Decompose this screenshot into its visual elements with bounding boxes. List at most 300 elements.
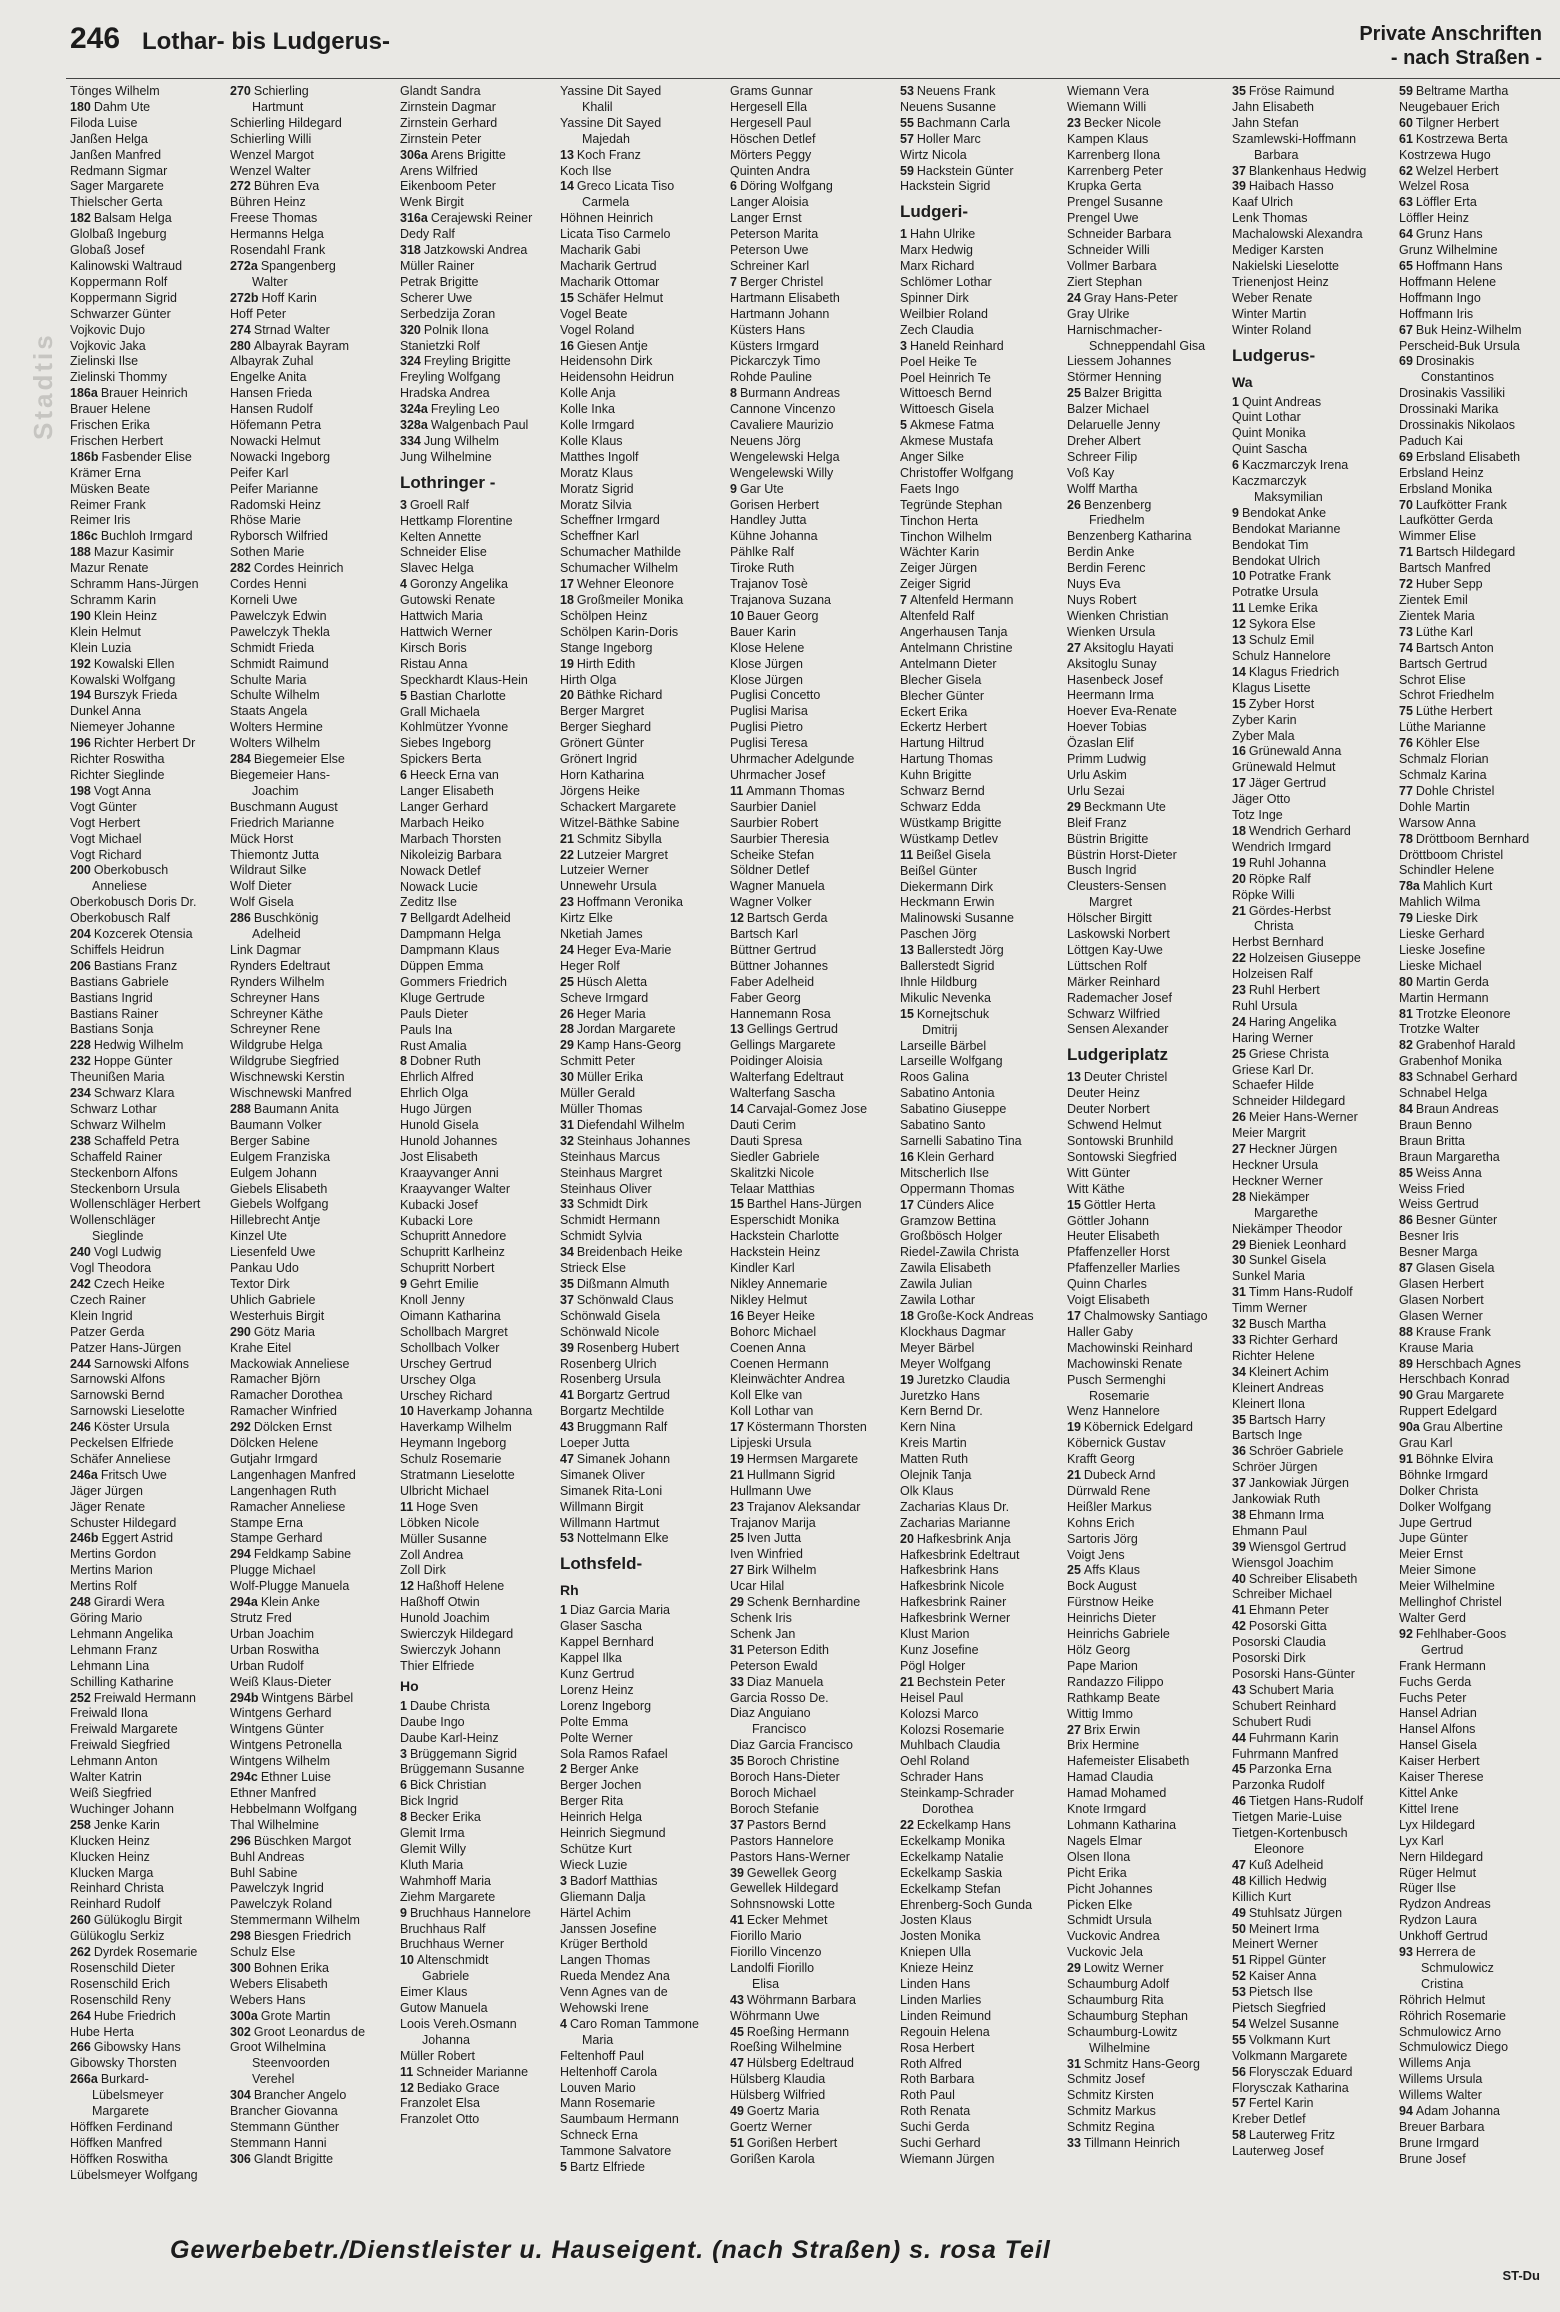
resident-name: Gorißen Herbert xyxy=(746,2135,838,2150)
resident-name: Schmitz Sibylla xyxy=(576,831,662,846)
house-number: 69 xyxy=(1399,449,1413,464)
directory-entry xyxy=(730,1229,890,1245)
resident-name: Oberkobusch Doris Dr. xyxy=(70,895,197,910)
directory-entry xyxy=(1399,768,1559,784)
directory-entry xyxy=(230,800,390,816)
directory-entry xyxy=(1232,1715,1392,1731)
house-number: 306 xyxy=(230,2151,251,2166)
directory-entry xyxy=(1399,2152,1559,2168)
directory-entry xyxy=(900,434,1060,450)
resident-name: Schneider Marianne xyxy=(416,2064,529,2079)
directory-entry xyxy=(400,1436,560,1452)
directory-entry xyxy=(900,1373,1060,1389)
house-number: 248 xyxy=(70,1595,91,1610)
resident-name: Radomski Heinz xyxy=(230,497,322,512)
resident-name: Hunold Joachim xyxy=(400,1611,490,1626)
directory-entry xyxy=(900,1182,1060,1198)
house-number: 244 xyxy=(70,1356,91,1371)
resident-name: Sarnowski Bernd xyxy=(70,1388,165,1403)
resident-name: Vogt Anna xyxy=(93,783,151,798)
house-number: 258 xyxy=(70,1817,91,1832)
directory-entry xyxy=(1067,482,1227,498)
directory-entry xyxy=(900,2057,1060,2073)
resident-name: Karrenberg Peter xyxy=(1067,163,1163,178)
directory-entry xyxy=(400,657,560,673)
directory-entry xyxy=(1067,1070,1227,1086)
directory-entry xyxy=(400,1214,560,1230)
house-number: 15 xyxy=(900,1006,914,1021)
directory-entry xyxy=(1399,450,1559,466)
directory-entry xyxy=(1067,1182,1227,1198)
directory-entry xyxy=(900,179,1060,195)
resident-name: Brune Irmgard xyxy=(1399,2135,1479,2150)
directory-entry xyxy=(1399,1516,1559,1532)
directory-entry xyxy=(1067,657,1227,673)
directory-entry xyxy=(1067,991,1227,1007)
directory-entry xyxy=(1067,1993,1227,2009)
resident-name: Zeiger Jürgen xyxy=(900,561,978,576)
house-number: 12 xyxy=(1232,617,1246,632)
directory-entry xyxy=(1399,1166,1559,1182)
resident-name: Gutowski Renate xyxy=(400,593,496,608)
house-number: 3 xyxy=(400,497,407,512)
resident-name: Adelheid xyxy=(252,927,301,942)
resident-name: Willems Walter xyxy=(1399,2088,1482,2103)
resident-name: Freiwald Siegfried xyxy=(70,1738,171,1753)
resident-name: Schreer Filip xyxy=(1067,449,1138,464)
resident-name: Biegemeier Else xyxy=(253,752,345,767)
directory-entry xyxy=(1067,339,1227,355)
resident-name: Heisel Paul xyxy=(900,1690,964,1705)
resident-name: Elisa xyxy=(752,1976,780,1991)
directory-entry xyxy=(730,943,890,959)
directory-entry xyxy=(70,498,230,514)
resident-name: Thier Elfriede xyxy=(400,1658,475,1673)
directory-entry xyxy=(70,1150,230,1166)
directory-entry xyxy=(900,816,1060,832)
resident-name: Brune Josef xyxy=(1399,2151,1466,2166)
directory-entry xyxy=(730,1182,890,1198)
house-number: 35 xyxy=(1232,1412,1246,1427)
directory-entry xyxy=(900,418,1060,434)
directory-entry xyxy=(730,1007,890,1023)
house-number: 8 xyxy=(400,1810,407,1825)
resident-name: Peterson Ewald xyxy=(730,1658,818,1673)
directory-entry xyxy=(230,386,390,402)
directory-entry xyxy=(230,84,390,100)
resident-name: Bastians Franz xyxy=(93,958,178,973)
resident-name: Reimer Frank xyxy=(70,497,146,512)
directory-entry xyxy=(900,1882,1060,1898)
resident-name: Weiß Klaus-Dieter xyxy=(230,1674,332,1689)
directory-entry xyxy=(230,2072,390,2088)
directory-entry xyxy=(230,784,390,800)
house-number: 22 xyxy=(900,1817,914,1832)
house-number: 13 xyxy=(1232,633,1246,648)
directory-entry xyxy=(400,100,560,116)
resident-name: Hoffmann Veronika xyxy=(576,895,683,910)
resident-name: Kindler Karl xyxy=(730,1261,795,1276)
resident-name: Haring Angelika xyxy=(1248,1014,1337,1029)
directory-entry xyxy=(560,227,720,243)
resident-name: Klein Helmut xyxy=(70,624,141,639)
directory-entry xyxy=(1067,1595,1227,1611)
directory-entry xyxy=(1067,736,1227,752)
directory-entry xyxy=(900,2120,1060,2136)
resident-name: Joachim xyxy=(252,783,299,798)
directory-entry xyxy=(900,768,1060,784)
resident-name: Staats Angela xyxy=(230,704,308,719)
resident-name: Krüger Berthold xyxy=(560,1937,648,1952)
directory-entry xyxy=(900,832,1060,848)
directory-entry xyxy=(1067,1563,1227,1579)
resident-name: Brix Hermine xyxy=(1067,1738,1140,1753)
directory-entry xyxy=(70,1452,230,1468)
directory-entry xyxy=(230,1897,390,1913)
house-number: 10 xyxy=(730,608,744,623)
directory-entry xyxy=(1067,498,1227,514)
resident-name: Bartsch Harry xyxy=(1248,1412,1326,1427)
directory-entry xyxy=(900,1420,1060,1436)
resident-name: Rosenschild Dieter xyxy=(70,1960,175,1975)
directory-entry xyxy=(1399,1675,1559,1691)
resident-name: Winter Martin xyxy=(1232,306,1307,321)
directory-entry xyxy=(1067,720,1227,736)
section-title-line-1: Private Anschriften xyxy=(1359,23,1542,45)
directory-entry xyxy=(900,2009,1060,2025)
house-number: 81 xyxy=(1399,1006,1413,1021)
directory-entry xyxy=(900,991,1060,1007)
resident-name: Puglisi Concetto xyxy=(730,688,821,703)
resident-name: Wintgens Gerhard xyxy=(230,1706,332,1721)
resident-name: Kluth Maria xyxy=(400,1857,464,1872)
directory-entry xyxy=(560,1182,720,1198)
resident-name: Lyx Karl xyxy=(1399,1833,1444,1848)
directory-entry xyxy=(1232,824,1392,840)
directory-entry xyxy=(900,1738,1060,1754)
resident-name: Zyber Mala xyxy=(1232,728,1295,743)
resident-name: Ehmann Paul xyxy=(1232,1523,1308,1538)
directory-entry xyxy=(1067,116,1227,132)
resident-name: Heißler Markus xyxy=(1067,1499,1152,1514)
resident-name: Goronzy Angelika xyxy=(409,577,508,592)
resident-name: Hafkesbrink Rainer xyxy=(900,1595,1007,1610)
resident-name: Mück Horst xyxy=(230,831,294,846)
directory-entry xyxy=(1067,1261,1227,1277)
resident-name: Poel Heike Te xyxy=(900,354,977,369)
resident-name: Bäthke Richard xyxy=(576,688,663,703)
directory-entry xyxy=(900,84,1060,100)
directory-entry xyxy=(400,227,560,243)
resident-name: Hafkesbrink Edeltraut xyxy=(900,1547,1020,1562)
house-number: 7 xyxy=(400,911,407,926)
resident-name: Neuens Frank xyxy=(916,84,996,98)
resident-name: Erbsland Elisabeth xyxy=(1415,449,1521,464)
resident-name: Lehmann Angelika xyxy=(70,1626,173,1641)
resident-name: Ballerstedt Sigrid xyxy=(900,959,995,974)
resident-name: Ruhl Herbert xyxy=(1248,983,1320,998)
resident-name: Horn Katharina xyxy=(560,767,645,782)
house-number: 11 xyxy=(730,783,744,798)
resident-name: Unkhoff Gertrud xyxy=(1399,1929,1488,1944)
resident-name: Glasen Werner xyxy=(1399,1308,1483,1323)
resident-name: Riedel-Zawila Christa xyxy=(900,1245,1019,1260)
directory-entry xyxy=(230,1659,390,1675)
directory-entry xyxy=(230,1691,390,1707)
directory-entry xyxy=(70,561,230,577)
directory-entry xyxy=(1232,1444,1392,1460)
resident-name: Koppermann Sigrid xyxy=(70,290,178,305)
house-number: 85 xyxy=(1399,1165,1413,1180)
resident-name: Fiorillo Vincenzo xyxy=(730,1945,822,1960)
directory-entry xyxy=(1399,148,1559,164)
resident-name: Ehrenberg-Soch Gunda xyxy=(900,1897,1033,1912)
resident-name: Urschey Gertrud xyxy=(400,1356,492,1371)
directory-entry xyxy=(230,418,390,434)
resident-name: Puglisi Marisa xyxy=(730,704,808,719)
resident-name: Brauer Helene xyxy=(70,402,151,417)
resident-name: Becker Nicole xyxy=(1083,115,1162,130)
resident-name: Kolozsi Marco xyxy=(900,1706,979,1721)
directory-entry xyxy=(900,1086,1060,1102)
directory-entry xyxy=(900,1850,1060,1866)
directory-entry xyxy=(70,529,230,545)
resident-name: Klein Heinz xyxy=(93,608,158,623)
resident-name: Höschen Detlef xyxy=(730,131,816,146)
directory-entry xyxy=(1067,1245,1227,1261)
directory-entry xyxy=(400,1627,560,1643)
resident-name: Köbernick Gustav xyxy=(1067,1436,1166,1451)
resident-name: Grabenhof Harald xyxy=(1415,1038,1516,1053)
house-number: 182 xyxy=(70,211,91,226)
directory-entry xyxy=(900,2072,1060,2088)
directory-entry xyxy=(230,863,390,879)
directory-entry xyxy=(730,1293,890,1309)
directory-entry xyxy=(730,2009,890,2025)
house-number: 2 xyxy=(560,1762,567,1777)
directory-entry xyxy=(230,132,390,148)
directory-entry xyxy=(230,498,390,514)
resident-name: Bruchhaus Ralf xyxy=(400,1921,486,1936)
directory-entry xyxy=(230,768,390,784)
resident-name: Schönwald Gisela xyxy=(560,1308,661,1323)
directory-entry xyxy=(70,2056,230,2072)
directory-entry xyxy=(1232,713,1392,729)
resident-name: Wehowski Irene xyxy=(560,2001,649,2016)
resident-name: Schmidt Sylvia xyxy=(560,1229,642,1244)
directory-entry xyxy=(230,720,390,736)
house-number: 246b xyxy=(70,1531,99,1546)
directory-entry xyxy=(70,1993,230,2009)
house-number: 300a xyxy=(230,2008,258,2023)
resident-name: Müller Erika xyxy=(576,1070,643,1085)
directory-entry xyxy=(1232,1874,1392,1890)
resident-name: Bendokat Tim xyxy=(1232,537,1309,552)
directory-entry xyxy=(730,657,890,673)
resident-name: Heuter Elisabeth xyxy=(1067,1229,1160,1244)
resident-name: Jahn Elisabeth xyxy=(1232,99,1315,114)
directory-entry xyxy=(1067,1627,1227,1643)
directory-entry xyxy=(730,704,890,720)
resident-name: Stange Ingeborg xyxy=(560,640,653,655)
directory-entry xyxy=(1232,760,1392,776)
directory-entry xyxy=(730,1388,890,1404)
directory-entry xyxy=(70,2088,230,2104)
directory-entry xyxy=(1067,2088,1227,2104)
directory-entry xyxy=(1399,1309,1559,1325)
resident-name: Nowacki Ingeborg xyxy=(230,449,331,464)
resident-name: Iven Winfried xyxy=(730,1547,803,1562)
resident-name: Volkmann Margarete xyxy=(1232,2048,1348,2063)
resident-name: Hebbelmann Wolfgang xyxy=(230,1801,357,1816)
directory-entry xyxy=(1232,1508,1392,1524)
directory-entry xyxy=(560,2128,720,2144)
directory-entry xyxy=(400,1858,560,1874)
directory-entry xyxy=(560,164,720,180)
directory-entry xyxy=(400,736,560,752)
directory-entry xyxy=(230,1293,390,1309)
directory-entry xyxy=(900,657,1060,673)
directory-entry xyxy=(1399,354,1559,370)
directory-entry xyxy=(1399,1547,1559,1563)
house-number: 15 xyxy=(1067,1197,1081,1212)
resident-name: Braun Andreas xyxy=(1415,1102,1499,1116)
directory-entry xyxy=(400,848,560,864)
resident-name: Roth Renata xyxy=(900,2104,971,2119)
directory-entry xyxy=(70,1070,230,1086)
directory-entry xyxy=(1067,450,1227,466)
resident-name: Majedah xyxy=(582,131,630,146)
directory-entry xyxy=(1399,1070,1559,1086)
resident-name: Hansel Gisela xyxy=(1399,1738,1477,1753)
resident-name: Sarnowski Lieselotte xyxy=(70,1404,185,1419)
resident-name: Schulz Else xyxy=(230,1945,296,1960)
house-number: 298 xyxy=(230,1929,251,1944)
directory-entry xyxy=(1399,625,1559,641)
directory-entry xyxy=(900,2025,1060,2041)
resident-name: Roth Barbara xyxy=(900,2072,975,2087)
resident-name: Richter Sieglinde xyxy=(70,767,165,782)
resident-name: Hannemann Rosa xyxy=(730,1006,831,1021)
directory-entry xyxy=(560,1651,720,1667)
directory-entry xyxy=(1399,179,1559,195)
resident-name: Lauterweg Fritz xyxy=(1248,2128,1336,2143)
house-number: 36 xyxy=(1232,1444,1246,1459)
directory-entry xyxy=(1232,697,1392,713)
resident-name: Besner Marga xyxy=(1399,1245,1478,1260)
resident-name: Heeck Erna van xyxy=(409,768,499,783)
resident-name: Breuer Barbara xyxy=(1399,2120,1485,2134)
directory-entry xyxy=(400,339,560,355)
resident-name: Voß Kay xyxy=(1067,465,1115,480)
resident-name: Nikley Helmut xyxy=(730,1292,808,1307)
directory-entry xyxy=(70,164,230,180)
directory-entry xyxy=(730,450,890,466)
resident-name: Trajanov Tosè xyxy=(730,577,808,592)
resident-name: Willmann Birgit xyxy=(560,1499,644,1514)
house-number: 294b xyxy=(230,1690,259,1705)
resident-name: Altenfeld Ralf xyxy=(900,609,975,624)
resident-name: Braun Britta xyxy=(1399,1133,1466,1148)
directory-entry xyxy=(1232,2112,1392,2128)
house-number: 21 xyxy=(1067,1468,1081,1483)
resident-name: Zeiger Sigrid xyxy=(900,577,971,592)
resident-name: Pastors Hans-Werner xyxy=(730,1849,850,1864)
directory-entry xyxy=(560,2144,720,2160)
directory-entry xyxy=(400,1890,560,1906)
resident-name: Glolbaß Ingeburg xyxy=(70,227,167,242)
house-number: 186c xyxy=(70,529,98,544)
directory-entry xyxy=(1232,1094,1392,1110)
resident-name: Janßen Manfred xyxy=(70,147,162,162)
house-number: 75 xyxy=(1399,704,1413,719)
directory-entry xyxy=(560,1166,720,1182)
resident-name: Bastian Charlotte xyxy=(409,688,506,703)
resident-name: Herschbach Konrad xyxy=(1399,1372,1510,1387)
resident-name: Vogt Michael xyxy=(70,831,142,846)
directory-entry xyxy=(1232,1206,1392,1222)
resident-name: Rosenberg Hubert xyxy=(576,1340,680,1355)
directory-entry xyxy=(230,1866,390,1882)
house-number: 246 xyxy=(70,1420,91,1435)
resident-name: Quinten Andra xyxy=(730,163,810,178)
resident-name: Cannone Vincenzo xyxy=(730,402,836,417)
resident-name: Quint Lothar xyxy=(1232,410,1301,425)
house-number: 238 xyxy=(70,1133,91,1148)
directory-entry xyxy=(560,1794,720,1810)
directory-entry xyxy=(560,1762,720,1778)
directory-entry xyxy=(730,1420,890,1436)
directory-entry xyxy=(1067,1198,1227,1214)
resident-name: Rosa Herbert xyxy=(900,2040,975,2055)
resident-name: Stemmann Günther xyxy=(230,2120,340,2134)
resident-name: Steinhaus Oliver xyxy=(560,1181,652,1196)
resident-name: Webers Hans xyxy=(230,1992,306,2007)
directory-entry xyxy=(400,1922,560,1938)
resident-name: Krafft Georg xyxy=(1067,1452,1135,1467)
directory-entry xyxy=(400,1699,560,1715)
resident-name: Jäger Jürgen xyxy=(70,1483,143,1498)
directory-entry xyxy=(230,1229,390,1245)
house-number: 93 xyxy=(1399,1945,1413,1960)
resident-name: Dölcken Ernst xyxy=(253,1420,332,1435)
directory-entry xyxy=(900,148,1060,164)
resident-name: Freiwald Hermann xyxy=(93,1690,196,1705)
resident-name: Stampe Gerhard xyxy=(230,1531,323,1546)
resident-name: Faber Adelheid xyxy=(730,974,815,989)
house-number: 188 xyxy=(70,545,91,560)
directory-entry xyxy=(400,1166,560,1182)
house-number: 200 xyxy=(70,863,91,878)
directory-entry xyxy=(1067,1929,1227,1945)
house-number: 18 xyxy=(560,593,574,607)
resident-name: Hradska Andrea xyxy=(400,386,490,401)
directory-entry xyxy=(230,370,390,386)
directory-entry xyxy=(560,752,720,768)
resident-name: Göring Mario xyxy=(70,1611,143,1625)
house-number: 10 xyxy=(1232,569,1246,584)
resident-name: Friedhelm xyxy=(1089,513,1145,528)
directory-entry xyxy=(1067,927,1227,943)
directory-entry xyxy=(70,1547,230,1563)
house-number: 59 xyxy=(900,163,914,178)
house-number: 90 xyxy=(1399,1388,1413,1403)
directory-entry xyxy=(1232,1985,1392,2001)
directory-entry xyxy=(1067,1357,1227,1373)
resident-name: Killich Hedwig xyxy=(1248,1873,1327,1888)
directory-entry xyxy=(1232,649,1392,665)
directory-entry xyxy=(900,1754,1060,1770)
